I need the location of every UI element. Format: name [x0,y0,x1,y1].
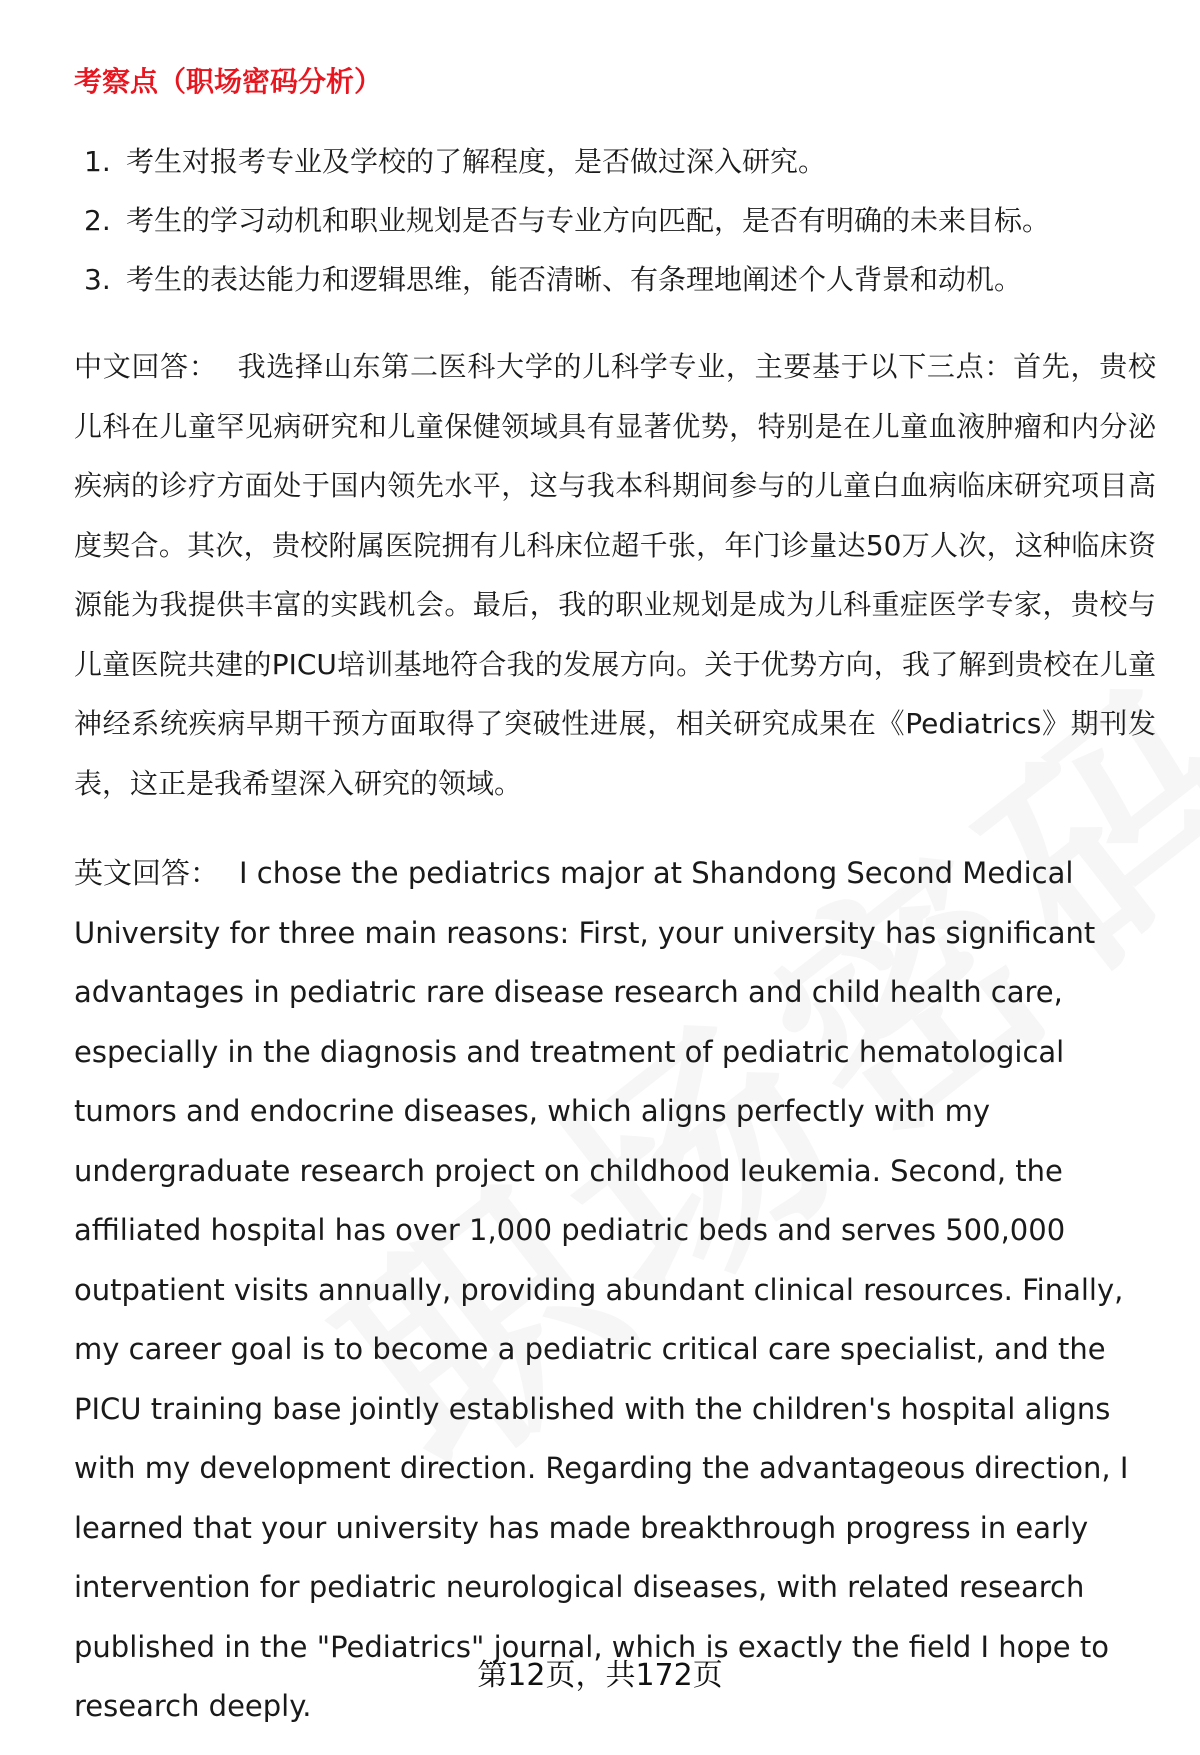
assessment-points-list [74,132,1154,309]
list-item-number: 1. [84,145,111,178]
chinese-answer [74,337,1156,813]
english-answer-label: 英文回答： [74,856,220,890]
chinese-answer-text: 我选择山东第二医科大学的儿科学专业，主要基于以下三点：首先，贵校儿科在儿童罕见病研究和儿童保健领域具有显著优势，特别是在儿童血液肿瘤和内分泌疾病的诊疗方面处于国内领先水平，这与我本科期间参与的儿童白血病临床研究项目高度契合。其次，贵校附属医院拥有儿科床位超千张，年门诊量达50万人次，这种临床资源能为我提供丰富的实践机会。最后，我的职业规划是成为儿科重症医学专家，贵校与儿童医院共建的PICU培训基地符合我的发展方向。关于优势方向，我了解到贵校在儿童神经系统疾病早期干预方面取得了突破性进展，相关研究成果在《Pediatrics》期刊发表，这正是我希望深入研究的领域。 [74,350,1156,800]
list-item [74,132,1154,191]
chinese-answer-label: 中文回答： [74,350,218,383]
list-item [74,191,1154,250]
english-answer [74,844,1156,1737]
list-item [74,250,1154,309]
section-title: 考察点（职场密码分析） [74,65,383,98]
page-number-footer: 第12页，共172页 [477,1658,723,1693]
list-item-text: 考生对报考专业及学校的了解程度，是否做过深入研究。 [126,145,827,178]
list-item-number: 3. [84,263,111,296]
english-answer-text: I chose the pediatrics major at Shandong Second Medical University for three main reasons: First, your university has significant advantages in pediatric rare disease research and child health care, especially in the diagnosis and treatment of pediatric hematological tumors and endocrine diseases, which aligns perfectly with my undergraduate research project on childhood leukemia. Second, the affiliated hospital has over 1,000 pediatric beds and serves 500,000 outpatient visits annually, providing abundant clinical resources. Finally, my career goal is to become a pediatric critical care specialist, and the PICU training base jointly established with the children's hospital aligns with my development direction. Regarding the advantageous direction, I learned that your university has made breakthrough progress in early intervention for pediatric neurological diseases, with related research published in the "Pediatrics" journal, which is exactly the field I hope to research deeply. [74,856,1129,1723]
list-item-text: 考生的表达能力和逻辑思维，能否清晰、有条理地阐述个人背景和动机。 [126,263,1023,296]
list-item-text: 考生的学习动机和职业规划是否与专业方向匹配，是否有明确的未来目标。 [126,204,1051,237]
list-item-number: 2. [84,204,111,237]
